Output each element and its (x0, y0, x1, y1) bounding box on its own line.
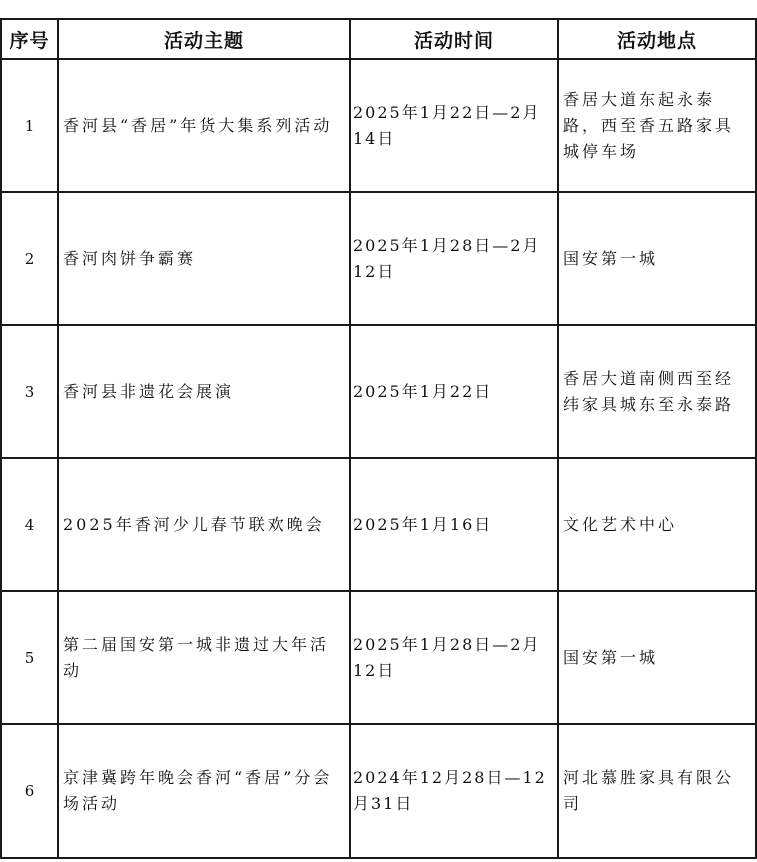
cell-no: 1 (1, 59, 58, 192)
cell-topic: 香河肉饼争霸赛 (58, 192, 350, 325)
header-place: 活动地点 (558, 19, 756, 59)
cell-time: 2025年1月22日 (350, 325, 558, 458)
header-topic: 活动主题 (58, 19, 350, 59)
table-row (1, 724, 756, 858)
cell-no: 4 (1, 458, 58, 591)
header-time: 活动时间 (350, 19, 558, 59)
cell-time: 2025年1月22日—2月14日 (350, 59, 558, 192)
cell-time: 2025年1月28日—2月12日 (350, 192, 558, 325)
cell-no: 6 (1, 724, 58, 858)
cell-topic: 香河县“香居”年货大集系列活动 (58, 59, 350, 192)
table-row (1, 591, 756, 724)
table-header (1, 19, 756, 59)
cell-topic: 第二届国安第一城非遗过大年活动 (58, 591, 350, 724)
cell-topic: 香河县非遗花会展演 (58, 325, 350, 458)
cell-topic: 2025年香河少儿春节联欢晚会 (58, 458, 350, 591)
cell-no: 2 (1, 192, 58, 325)
table-row (1, 458, 756, 591)
cell-place: 国安第一城 (558, 192, 756, 325)
cell-place: 河北慕胜家具有限公司 (558, 724, 756, 858)
activity-table (0, 18, 757, 859)
cell-time: 2024年12月28日—12月31日 (350, 724, 558, 858)
header-row (1, 19, 756, 59)
cell-topic: 京津冀跨年晚会香河“香居”分会场活动 (58, 724, 350, 858)
cell-place: 国安第一城 (558, 591, 756, 724)
cell-place: 香居大道南侧西至经纬家具城东至永泰路 (558, 325, 756, 458)
cell-place: 香居大道东起永泰路，西至香五路家具城停车场 (558, 59, 756, 192)
table-row (1, 192, 756, 325)
cell-place: 文化艺术中心 (558, 458, 756, 591)
header-no: 序号 (1, 19, 58, 59)
table-row (1, 59, 756, 192)
table-row (1, 325, 756, 458)
cell-time: 2025年1月28日—2月12日 (350, 591, 558, 724)
cell-no: 3 (1, 325, 58, 458)
cell-time: 2025年1月16日 (350, 458, 558, 591)
cropped-heading-strip (0, 0, 757, 12)
table-body (1, 59, 756, 858)
cell-no: 5 (1, 591, 58, 724)
